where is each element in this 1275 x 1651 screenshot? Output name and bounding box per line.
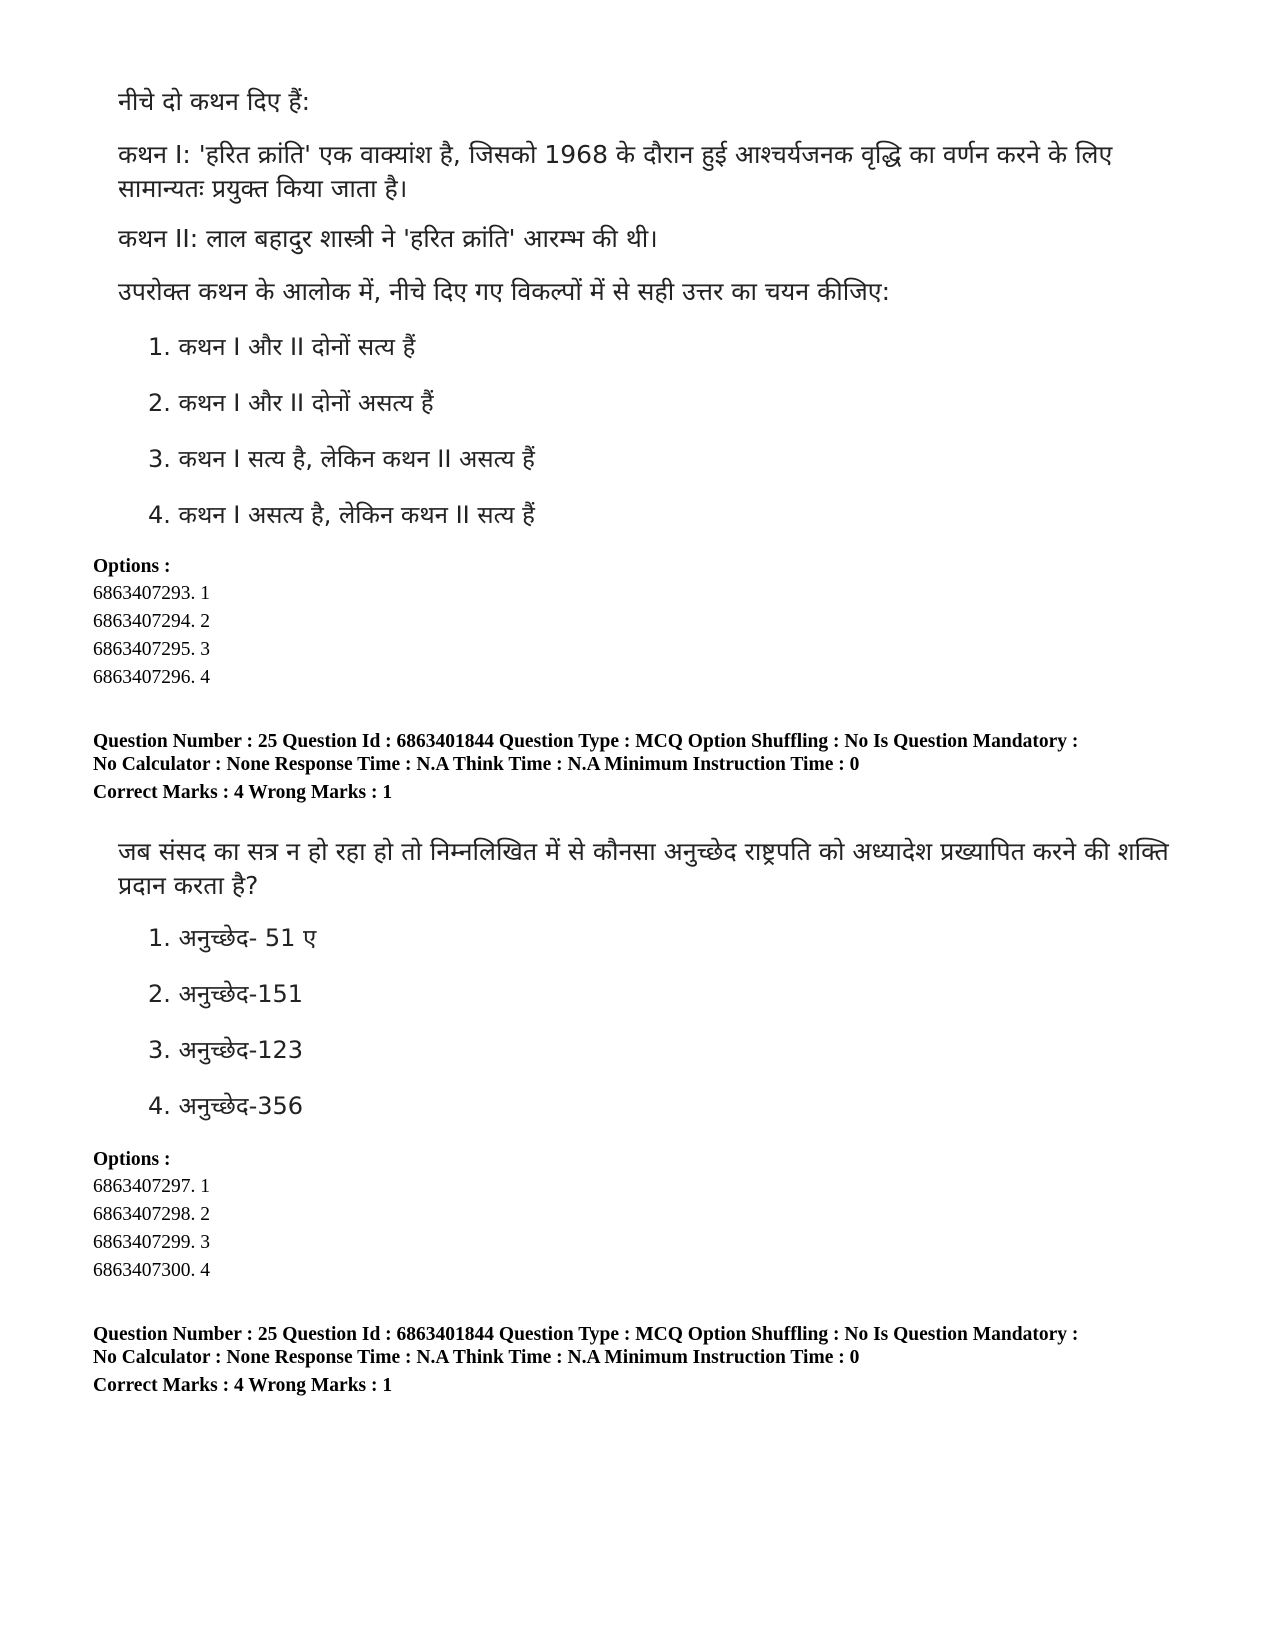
q1-choice-4: 4. कथन I असत्य है, लेकिन कथन II सत्य हैं <box>148 501 535 529</box>
q2-option-id-1: 6863407297. 1 <box>93 1176 210 1197</box>
q2-option-id-2: 6863407298. 2 <box>93 1204 210 1225</box>
q2-meta-line-1: Question Number : 25 Question Id : 6863401844 Question Type : MCQ Option Shuffling : No Is Question Mandatory : <box>93 731 1079 752</box>
q2-meta-line-2: No Calculator : None Response Time : N.A Think Time : N.A Minimum Instruction Time : 0 <box>93 754 860 775</box>
q1-statement-1: कथन I: 'हरित क्रांति' एक वाक्यांश है, जिसको 1968 के दौरान हुई आश्चर्यजनक वृद्धि का वर्णन करने के लिए सामान्यतः प्रयुक्त किया जाता है। <box>118 140 1113 203</box>
q2-marks: Correct Marks : 4 Wrong Marks : 1 <box>93 782 393 803</box>
q3-meta-line-2: No Calculator : None Response Time : N.A Think Time : N.A Minimum Instruction Time : 0 <box>93 1347 860 1368</box>
q2-choice-3: 3. अनुच्छेद-123 <box>148 1036 304 1064</box>
q2-choice-4: 4. अनुच्छेद-356 <box>148 1092 304 1120</box>
q1-intro: नीचे दो कथन दिए हैं: <box>118 87 311 116</box>
q3-marks: Correct Marks : 4 Wrong Marks : 1 <box>93 1375 393 1396</box>
q2-option-id-3: 6863407299. 3 <box>93 1232 210 1253</box>
q2-option-id-4: 6863407300. 4 <box>93 1260 210 1281</box>
q1-choice-3: 3. कथन I सत्य है, लेकिन कथन II असत्य हैं <box>148 445 535 473</box>
q1-options-label: Options : <box>93 556 171 577</box>
q1-option-id-4: 6863407296. 4 <box>93 667 210 688</box>
q1-option-id-3: 6863407295. 3 <box>93 639 210 660</box>
q1-choice-1: 1. कथन I और II दोनों सत्य हैं <box>148 333 416 361</box>
q1-choice-2: 2. कथन I और II दोनों असत्य हैं <box>148 389 434 417</box>
q2-options-label: Options : <box>93 1149 171 1170</box>
q1-instruction: उपरोक्त कथन के आलोक में, नीचे दिए गए विकल्पों में से सही उत्तर का चयन कीजिए: <box>118 277 891 306</box>
q1-option-id-1: 6863407293. 1 <box>93 583 210 604</box>
q3-meta-line-1: Question Number : 25 Question Id : 6863401844 Question Type : MCQ Option Shuffling : No Is Question Mandatory : <box>93 1324 1079 1345</box>
q2-choice-2: 2. अनुच्छेद-151 <box>148 980 304 1008</box>
q2-choice-1: 1. अनुच्छेद- 51 ए <box>148 924 317 952</box>
q1-statement-2: कथन II: लाल बहादुर शास्त्री ने 'हरित क्रांति' आरम्भ की थी। <box>118 224 658 253</box>
q1-option-id-2: 6863407294. 2 <box>93 611 210 632</box>
q2-question: जब संसद का सत्र न हो रहा हो तो निम्नलिखित में से कौनसा अनुच्छेद राष्ट्रपति को अध्यादेश प्रख्यापित करने की शक्ति प्रदान करता है? <box>118 837 1169 900</box>
